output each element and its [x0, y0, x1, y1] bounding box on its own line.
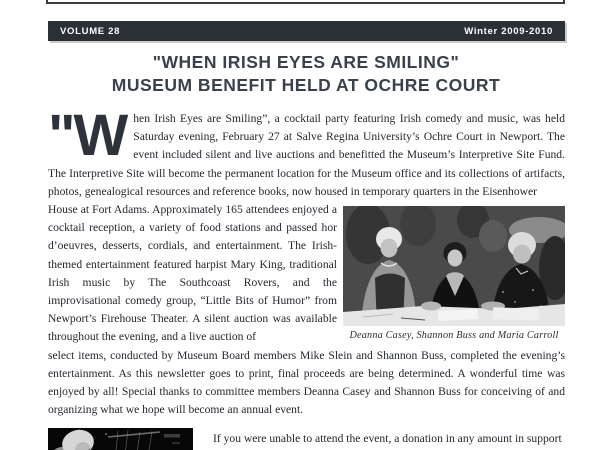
article-body — [48, 103, 565, 419]
masthead-bar — [48, 21, 565, 41]
article-paragraph-intro — [48, 103, 565, 201]
photo-caption: Deanna Casey, Shannon Buss and Maria Carroll — [349, 330, 559, 342]
second-paragraph-text: If you were unable to attend the event, a donation in any amount in support — [213, 432, 562, 445]
article-headline — [0, 51, 612, 96]
article-intro-text: hen Irish Eyes are Smiling”, a cocktail party featuring Irish comedy and music, was held Saturday evening, February 27 at Salve Regina University’s Ochre Court in Newport. The event included silent and live auctions and benefitted the Museum’s Interpretive Site Fund. The Interpretive Site will become the permanent location for the Museum office and its collections of artifacts, photos, genealogical resources and reference books, now housed in temporary quarters in the Eisenhower — [48, 112, 565, 198]
event-photo-figure — [343, 206, 565, 342]
drop-cap: "W — [48, 103, 127, 168]
article-text-beside-photo: House at Fort Adams. Approximately 165 attendees enjoyed a cocktail reception, a variety of food stations and passed hor d’oeuvres, desserts, cordials, and entertainment. The Irish-themed entertainment featured harpist Mary King, traditional Irish music by The Southcoast Rovers, and the improvisational comedy group, “Little Bits of Humor” from Newport’s Firehouse Theater. A silent auction was available throughout the evening, and a live auction of — [48, 203, 337, 344]
headline-line1: "WHEN IRISH EYES ARE SMILING" — [152, 52, 460, 72]
event-photo — [343, 206, 565, 326]
issue-date-label: Winter 2009-2010 — [464, 25, 553, 37]
volume-label: VOLUME 28 — [60, 25, 121, 37]
headline-line2: MUSEUM BENEFIT HELD AT OCHRE COURT — [111, 74, 501, 95]
second-section — [48, 428, 565, 450]
harpist-photo — [48, 428, 193, 450]
page-top-box-remnant — [46, 0, 565, 4]
text-photo-row — [48, 201, 565, 347]
article-paragraph-continued: select items, conducted by Museum Board members Mike Slein and Shannon Buss, completed the evening’s entertainment. As this newsletter goes to print, final proceeds are being determined. A wonderful time was enjoyed by all! Special thanks to committee members Deanna Casey and Shannon Buss for conceiving of and organizing what we hope will become an annual event. — [48, 348, 565, 417]
